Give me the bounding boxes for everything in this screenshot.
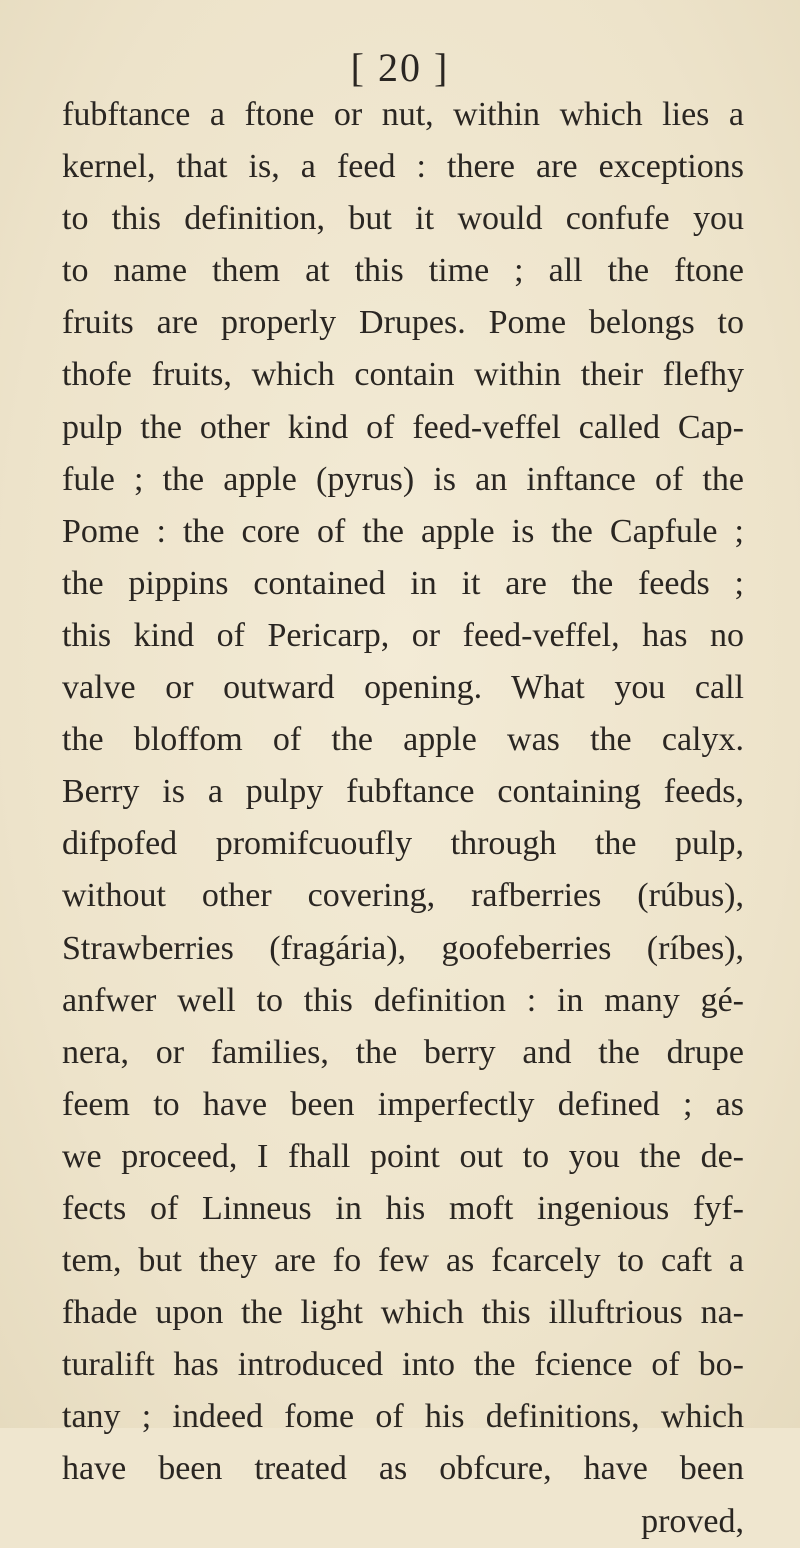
text-line: feem to have been imperfectly defined ; as	[62, 1085, 744, 1123]
text-line: tany ; indeed fome of his definitions, which	[62, 1398, 744, 1436]
text-line: fubftance a ftone or nut, within which lies a	[62, 96, 744, 133]
text-line: Berry is a pulpy fubftance containing feeds,	[62, 773, 744, 811]
text-line: nera, or families, the berry and the drupe	[62, 1033, 744, 1071]
text-line: valve or outward opening. What you call	[62, 669, 744, 707]
text-line: fects of Linneus in his moft ingenious fyf-	[62, 1189, 744, 1227]
text-line: to name them at this time ; all the ftone	[62, 252, 744, 290]
text-line: we proceed, I fhall point out to you the de-	[62, 1137, 744, 1175]
text-line: thofe fruits, which contain within their flefhy	[62, 356, 744, 394]
text-line: turalift has introduced into the fcience of bo-	[62, 1346, 744, 1384]
catchword: proved,	[641, 1502, 744, 1540]
text-line: tem, but they are fo few as fcarcely to caft a	[62, 1242, 744, 1280]
text-line: fhade upon the light which this illuftrious na-	[62, 1294, 744, 1332]
text-line: fule ; the apple (pyrus) is an inftance of the	[62, 460, 744, 498]
text-line: this kind of Pericarp, or feed-veffel, has no	[62, 616, 744, 654]
text-line: the pippins contained in it are the feeds ;	[62, 564, 744, 602]
body-text	[62, 89, 744, 1548]
text-line: have been treated as obfcure, have been	[62, 1450, 744, 1488]
text-line: the bloffom of the apple was the calyx.	[62, 721, 744, 759]
text-line: to this definition, but it would confufe you	[62, 200, 744, 238]
text-line: Pome : the core of the apple is the Capfule ;	[62, 512, 744, 550]
text-line: Strawberries (fragária), goofeberries (ríbes),	[62, 929, 744, 967]
text-line: without other covering, rafberries (rúbus),	[62, 877, 744, 915]
text-line: anfwer well to this definition : in many gé-	[62, 981, 744, 1019]
page-number: [ 20 ]	[350, 45, 450, 90]
text-line: fruits are properly Drupes. Pome belongs to	[62, 304, 744, 342]
text-line: pulp the other kind of feed-veffel called Cap-	[62, 408, 744, 446]
text-line: kernel, that is, a feed : there are exceptions	[62, 148, 744, 186]
text-line: difpofed promifcuoufly through the pulp,	[62, 825, 744, 863]
